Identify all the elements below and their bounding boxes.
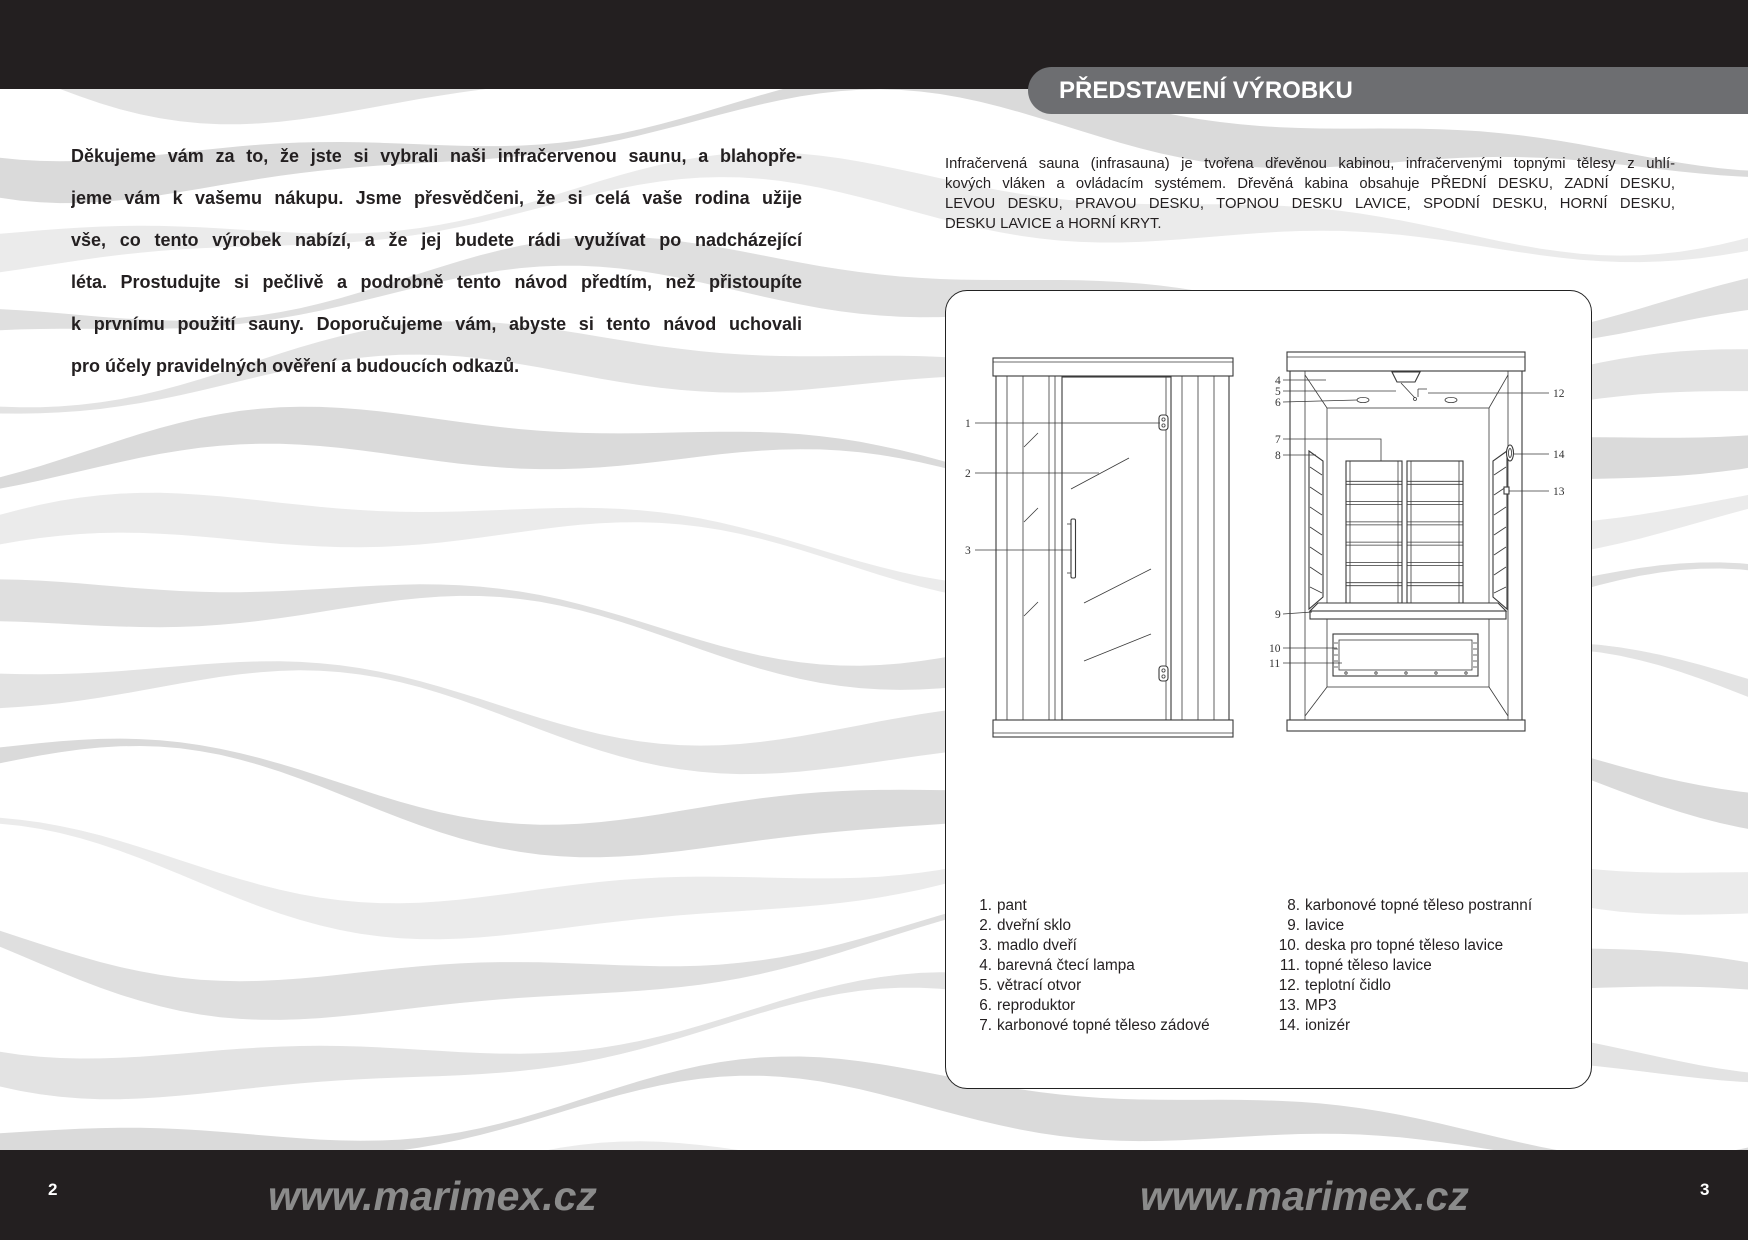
legend-text: madlo dveří: [997, 937, 1077, 954]
callout-label-1: 1: [965, 418, 971, 430]
callout-label-11: 11: [1269, 658, 1281, 670]
callout-label-6: 6: [1275, 397, 1281, 409]
paragraph-line: léta. Prostudujte si pečlivě a podrobně tento návod předtím, než přistoupíte: [71, 272, 802, 292]
bench: [1310, 603, 1506, 619]
legend-column-left: [946, 896, 1210, 1036]
legend-text: ionizér: [1305, 1017, 1351, 1034]
callout-label-4: 4: [1275, 375, 1281, 387]
callout-label-3: 3: [965, 545, 971, 557]
legend-number: 3.: [979, 937, 992, 954]
interior-view-drawing: [1283, 352, 1549, 731]
callout-label-2: 2: [965, 468, 971, 480]
section-tab: [1028, 67, 1748, 114]
legend-number: 11.: [1279, 957, 1300, 974]
hinge-icon: [1159, 415, 1168, 430]
legend-column-right: [1246, 896, 1532, 1036]
footer-bar: [0, 1150, 1748, 1240]
legend-item: [1246, 896, 1532, 916]
callout-label-9: 9: [1275, 609, 1281, 621]
speaker-icon: [1445, 397, 1457, 402]
legend-text: barevná čtecí lampa: [997, 957, 1135, 974]
page-number-left: 2: [48, 1180, 58, 1199]
callout-label-14: 14: [1553, 449, 1565, 461]
bench-heater: [1333, 634, 1478, 676]
legend-text: pant: [997, 897, 1027, 914]
page-number-right: 3: [1700, 1180, 1710, 1199]
legend-number: 2.: [979, 917, 992, 934]
legend-text: topné těleso lavice: [1305, 957, 1432, 974]
door-glass: [1062, 377, 1171, 720]
paragraph-line: k prvnímu použití sauny. Doporučujeme vám, abyste si tento návod uchovali: [71, 314, 802, 334]
legend-item: [946, 1016, 1210, 1036]
legend-item: [946, 896, 1210, 916]
legend-item: [946, 996, 1210, 1016]
legend-number: 13.: [1278, 997, 1300, 1014]
back-heater-panels: [1346, 461, 1463, 603]
callout-label-12: 12: [1553, 388, 1565, 400]
legend-number: 6.: [979, 997, 992, 1014]
description-line: kových vláken a ovládacím systémem. Dřevěná kabina obsahuje PŘEDNÍ DESKU, ZADNÍ DESKU,: [945, 176, 1675, 192]
front-bottom-cap: [993, 720, 1233, 737]
legend-text: větrací otvor: [997, 977, 1082, 994]
mp3-icon: [1504, 487, 1509, 494]
description-line: LEVOU DESKU, PRAVOU DESKU, TOPNOU DESKU LAVICE, SPODNÍ DESKU, HORNÍ DESKU,: [945, 196, 1675, 212]
description-line: Infračervená sauna (infrasauna) je tvořena dřevěnou kabinou, infračervenými topnými tělesy z uhlí-: [945, 156, 1675, 172]
legend-item: [946, 936, 1210, 956]
sauna-diagram-box: [945, 290, 1592, 1089]
legend-item: [946, 956, 1210, 976]
legend-number: 9.: [1287, 917, 1300, 934]
legend-item: [1246, 916, 1532, 936]
legend-number: 7.: [979, 1017, 992, 1034]
interior-bottom-cap: [1287, 720, 1525, 731]
callout-label-5: 5: [1275, 386, 1281, 398]
legend-number: 12.: [1278, 977, 1300, 994]
legend-item: [1246, 976, 1532, 996]
legend-number: 1.: [979, 897, 992, 914]
thank-you-paragraph: [71, 135, 802, 387]
legend-number: 14.: [1278, 1017, 1300, 1034]
legend-text: lavice: [1305, 917, 1345, 934]
parts-legend: [946, 896, 1592, 1046]
legend-item: [946, 976, 1210, 996]
legend-text: teplotní čidlo: [1305, 977, 1391, 994]
description-line: DESKU LAVICE a HORNÍ KRYT.: [945, 216, 1162, 232]
front-top-cap: [993, 358, 1233, 376]
legend-item: [946, 916, 1210, 936]
website-url-left: www.marimex.cz: [268, 1173, 597, 1219]
legend-text: dveřní sklo: [997, 917, 1071, 934]
vent-icon: [1357, 397, 1369, 402]
section-title: PŘEDSTAVENÍ VÝROBKU: [1059, 77, 1353, 104]
paragraph-line: vše, co tento výrobek nabízí, a že jej budete rádi využívat po nadcházející: [71, 230, 802, 250]
legend-item: [1246, 996, 1532, 1016]
legend-text: deska pro topné těleso lavice: [1305, 937, 1504, 954]
legend-number: 8.: [1287, 897, 1300, 914]
paragraph-line: Děkujeme vám za to, že jste si vybrali naši infračervenou saunu, a blahopře-: [71, 146, 802, 166]
legend-item: [1246, 1016, 1532, 1036]
legend-text: karbonové topné těleso postranní: [1305, 897, 1533, 914]
callout-label-7: 7: [1275, 434, 1281, 446]
front-view-drawing: [975, 358, 1233, 737]
legend-text: reproduktor: [997, 997, 1076, 1014]
ionizer-icon: [1507, 445, 1514, 461]
reading-lamp-icon: [1392, 372, 1420, 382]
side-heater-right: [1493, 451, 1507, 609]
sensor-icon: [1418, 389, 1427, 397]
product-description: [945, 154, 1675, 234]
legend-number: 10.: [1278, 937, 1300, 954]
legend-text: karbonové topné těleso zádové: [997, 1017, 1210, 1034]
callout-label-8: 8: [1275, 450, 1281, 462]
paragraph-line: jeme vám k vašemu nákupu. Jsme přesvědčeni, že si celá vaše rodina užije: [71, 188, 802, 208]
side-heater-left: [1309, 451, 1323, 609]
hinge-icon: [1159, 666, 1168, 681]
interior-top-cap: [1287, 352, 1525, 371]
legend-number: 4.: [979, 957, 992, 974]
paragraph-line: pro účely pravidelných ověření a budoucích odkazů.: [71, 356, 520, 376]
callout-label-10: 10: [1269, 643, 1281, 655]
legend-item: [1246, 936, 1532, 956]
website-url-right: www.marimex.cz: [1140, 1173, 1469, 1219]
legend-number: 5.: [979, 977, 992, 994]
callout-label-13: 13: [1553, 486, 1565, 498]
legend-text: MP3: [1305, 997, 1337, 1014]
legend-item: [1246, 956, 1532, 976]
